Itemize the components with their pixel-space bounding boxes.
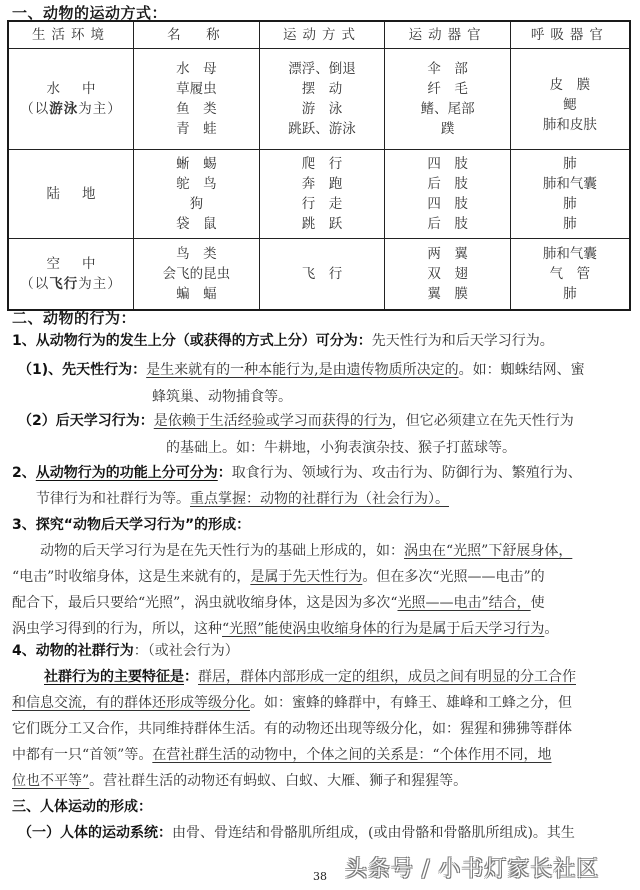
formation-line-3: 配合下，最后只要给“光照”，涡虫就收缩身体，这是因为多次“光照——电击”结合，使 — [12, 595, 545, 611]
names-cell: 水 母 草履虫 鱼 类 青 蛙 — [134, 49, 260, 150]
table-header-row — [8, 21, 630, 49]
behavior-classification-function-cont: 节律行为和社群行为等。重点掌握：动物的社群行为（社会行为）。 — [36, 491, 449, 507]
env-cell — [8, 49, 134, 150]
section-2-title: 二、动物的行为： — [12, 309, 137, 327]
names-cell: 蜥 蜴 鸵 鸟 狗 袋 鼠 — [134, 150, 260, 239]
motion-cell: 爬 行 奔 跑 行 走 跳 跃 — [259, 150, 385, 239]
social-line-1: 社群行为的主要特征是：群居，群体内部形成一定的组织，成员之间有明显的分工合作 — [44, 669, 576, 685]
definition: 是生来就有的一种本能行为,是由遗传物质所决定的 — [146, 362, 459, 378]
animal-motion-table — [7, 20, 631, 311]
breathing-cell: 肺和气囊 气 管 肺 — [510, 239, 630, 311]
formation-line-1: 动物的后天学习行为是在先天性行为的基础上形成的，如：涡虫在“光照”下舒展身体， — [40, 543, 573, 559]
innate-behavior: （1)、先天性行为：是生来就有的一种本能行为,是由遗传物质所决定的。如：蜘蛛结网、蜜 — [18, 362, 585, 378]
social-line-2: 和信息交流，有的群体还形成等级分化。如：蜜蜂的蜂群中，有蜂王、雄峰和工蜂之分，但 — [12, 695, 572, 711]
organs-cell: 伞 部 纤 毛 鳍、尾部 蹼 — [385, 49, 511, 150]
motion-cell: 漂浮、倒退 摆 动 游 泳 跳跃、游泳 — [259, 49, 385, 150]
social-line-3: 它们既分工又合作，共同维持群体生活。有的动物还出现等级分化，如：猩猩和狒狒等群体 — [12, 721, 572, 737]
env-sub: （以飞行为主） — [20, 276, 122, 292]
table-row-land — [8, 150, 630, 239]
features-label: 社群行为的主要特征是 — [44, 669, 184, 685]
organs-cell: 两 翼 双 翅 翼 膜 — [385, 239, 511, 311]
label: （1)、先天性行为： — [18, 362, 147, 378]
breathing-cell: 皮 膜 鳃 肺和皮肤 — [510, 49, 630, 150]
env-main: 水中 — [46, 81, 118, 97]
section-3-title: 三、人体运动的形成： — [12, 799, 152, 815]
header-motion-mode: 运动方式 — [259, 21, 385, 49]
label: 1、从动物行为的发生上分（或获得的方式上分）可分为 — [12, 333, 358, 349]
formation-line-2: “电击”时收缩身体，这是生来就有的，是属于先天性行为。但在多次“光照——电击”的 — [12, 569, 545, 585]
label: （一）人体的运动系统 — [18, 825, 158, 841]
breathing-cell: 肺 肺和气囊 肺 肺 — [510, 150, 630, 239]
motion-cell: 飞 行 — [259, 239, 385, 311]
env-main: 陆地 — [46, 186, 118, 202]
definition: 是依赖于生活经验或学习而获得的行为 — [153, 413, 392, 429]
env-main: 空中 — [46, 256, 118, 272]
label: （2）后天学习行为： — [18, 413, 154, 429]
innate-behavior-cont: 蜂筑巢、动物捕食等。 — [152, 389, 292, 405]
table-row-air — [8, 239, 630, 311]
page-number: 38 — [313, 870, 327, 883]
header-name: 名 称 — [134, 21, 260, 49]
section-1-title: 一、动物的运动方式： — [12, 4, 168, 22]
table-row-water — [8, 49, 630, 150]
header-environment: 生活环境 — [8, 21, 134, 49]
names-cell: 鸟 类 会飞的昆虫 蝙 蝠 — [134, 239, 260, 311]
header-breathing-organ: 呼吸器官 — [510, 21, 630, 49]
key-point: 重点掌握：动物的社群行为（社会行为）。 — [190, 491, 449, 507]
social-line-5: 位也不平等”。营社群生活的动物还有蚂蚁、白蚁、大雁、狮子和猩猩等。 — [12, 773, 468, 789]
learned-behavior: （2）后天学习行为：是依赖于生活经验或学习而获得的行为，但它必须建立在先天性行为 — [18, 413, 574, 429]
env-cell — [8, 150, 134, 239]
learned-behavior-cont: 的基础上。如：牛耕地，小狗表演杂技、猴子打蓝球等。 — [166, 440, 516, 456]
env-sub: （以游泳为主） — [20, 101, 122, 117]
social-line-4: 中都有一只“首领”等。在营社群生活的动物中，个体之间的关系是：“个体作用不同，地 — [12, 747, 552, 763]
formation-line-4: 涡虫学习得到的行为，所以，这种“光照”能使涡虫收缩身体的行为是属于后天学习行为。 — [12, 621, 559, 637]
label: 从动物行为的功能上分可分为 — [35, 465, 218, 481]
header-motion-organ: 运动器官 — [385, 21, 511, 49]
behavior-classification-function: 2、从动物行为的功能上分可分为：取食行为、领域行为、攻击行为、防御行为、繁殖行为、 — [12, 465, 582, 481]
env-cell — [8, 239, 134, 311]
organs-cell: 四 肢 后 肢 四 肢 后 肢 — [385, 150, 511, 239]
learned-behavior-formation-title: 3、探究“动物后天学习行为”的形成： — [12, 517, 251, 533]
motor-system: （一）人体的运动系统：由骨、骨连结和骨骼肌所组成，(或由骨骼和骨骼肌所组成)。其生 — [18, 825, 575, 841]
social-behavior-title: 4、动物的社群行为：（或社会行为） — [12, 643, 239, 659]
behavior-classification-origin: 1、从动物行为的发生上分（或获得的方式上分）可分为：先天性行为和后天学习行为。 — [12, 333, 554, 349]
watermark: 头条号 / 小书灯家长社区 — [345, 857, 600, 882]
text: 先天性行为和后天学习行为。 — [371, 333, 554, 349]
